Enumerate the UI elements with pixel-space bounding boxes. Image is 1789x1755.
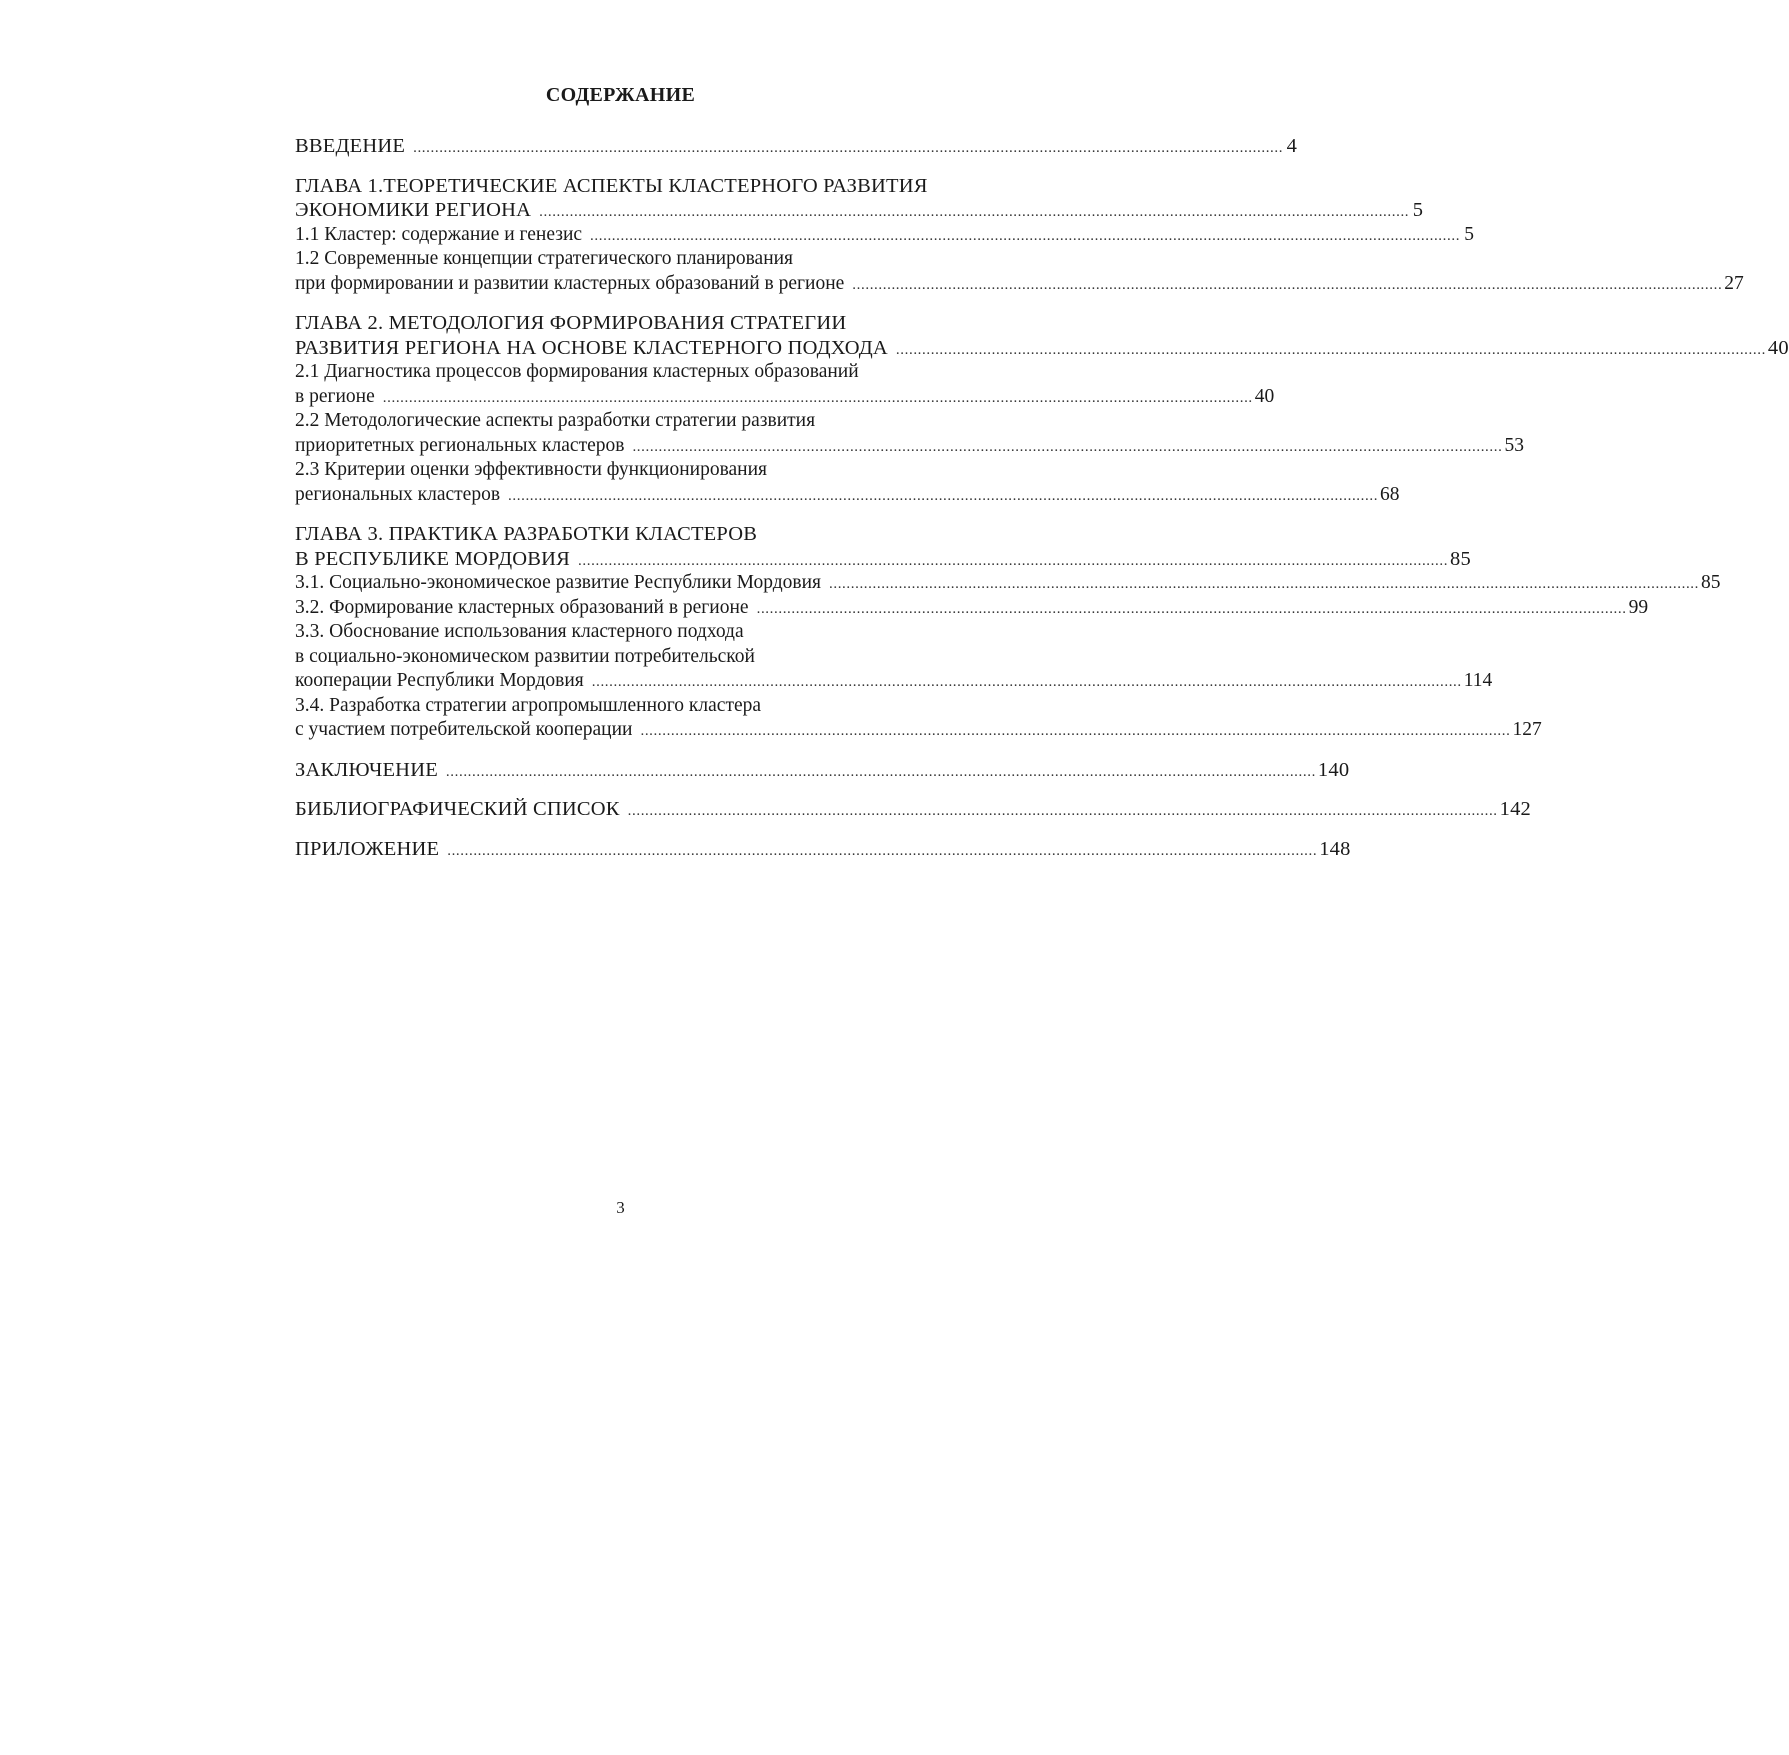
toc-entry-line[interactable]: 3.4. Разработка стратегии агропромышленного кластера	[295, 694, 762, 716]
toc-entry-line[interactable]: 3.3. Обоснование использования кластерного подхода	[295, 621, 744, 642]
toc-entry-label: ВВЕДЕНИЕ	[295, 135, 406, 157]
toc-page-number: 99	[1628, 596, 1649, 618]
toc-entry[interactable]	[295, 434, 1524, 459]
toc-bibliography	[295, 797, 1532, 822]
toc-chapter-2	[295, 311, 1789, 507]
toc-page-number: 27	[1724, 272, 1744, 294]
toc-entry[interactable]	[295, 198, 1424, 223]
toc-entry[interactable]	[295, 483, 1400, 508]
dot-leader: ........................................................................................................................................................................................................	[445, 763, 1316, 780]
toc-entry[interactable]	[295, 134, 1298, 159]
toc-entry-label: в регионе	[295, 385, 375, 407]
chapter-heading-line[interactable]: ГЛАВА 2. МЕТОДОЛОГИЯ ФОРМИРОВАНИЯ СТРАТЕГИИ	[295, 312, 847, 334]
toc-entry-label: при формировании и развитии кластерных образований в регионе	[295, 272, 845, 294]
dot-leader: ........................................................................................................................................................................................................	[640, 723, 1511, 739]
dot-leader: ........................................................................................................................................................................................................	[756, 600, 1627, 617]
toc-entry-label: 3.1. Социально-экономическое развитие Республики Мордовия	[295, 572, 821, 593]
toc-page-number: 5	[1464, 223, 1475, 245]
toc-entry[interactable]	[295, 223, 1475, 248]
toc-intro	[295, 134, 1298, 159]
toc-entry[interactable]	[295, 669, 1493, 694]
toc-page-number: 85	[1701, 572, 1721, 593]
toc-entry-label: с участием потребительской кооперации	[295, 719, 633, 740]
toc-entry[interactable]	[295, 336, 1789, 361]
toc-page-number: 4	[1286, 135, 1298, 157]
dot-leader: ........................................................................................................................................................................................................	[591, 674, 1462, 690]
toc-entry-label: БИБЛИОГРАФИЧЕСКИЙ СПИСОК	[295, 798, 620, 820]
toc-entry-label: ЗАКЛЮЧЕНИЕ	[295, 758, 438, 781]
dot-leader: ........................................................................................................................................................................................................	[578, 552, 1449, 569]
toc-entry-line[interactable]: 2.2 Методологические аспекты разработки стратегии развития	[295, 410, 816, 431]
dot-leader: ........................................................................................................................................................................................................	[413, 140, 1284, 156]
dot-leader: ........................................................................................................................................................................................................	[829, 576, 1699, 592]
dot-leader: ........................................................................................................................................................................................................	[508, 487, 1379, 504]
toc-entry-line[interactable]: 2.3 Критерии оценки эффективности функционирования	[295, 459, 768, 480]
toc-chapter-1	[295, 174, 1744, 297]
toc-page-number: 148	[1319, 837, 1351, 860]
toc-entry-label: ПРИЛОЖЕНИЕ	[295, 837, 440, 860]
page-title: СОДЕРЖАНИЕ	[545, 84, 696, 106]
toc-entry-label: региональных кластеров	[295, 483, 501, 505]
toc-entry[interactable]	[295, 758, 1350, 783]
page-number: 3	[616, 1198, 625, 1217]
dot-leader: ........................................................................................................................................................................................................	[632, 438, 1503, 455]
toc-entry[interactable]	[295, 718, 1542, 743]
toc-page-number: 127	[1512, 719, 1542, 740]
toc-entry-line[interactable]: в социально-экономическом развитии потребительской	[295, 645, 755, 667]
toc-entry[interactable]	[295, 571, 1721, 596]
toc-entry-label: 1.1 Кластер: содержание и генезис	[295, 223, 583, 245]
toc-entry-label: В РЕСПУБЛИКЕ МОРДОВИЯ	[295, 547, 571, 570]
toc-conclusion	[295, 758, 1350, 783]
table-of-contents	[295, 134, 1789, 876]
toc-page-number: 40	[1767, 336, 1789, 359]
toc-entry[interactable]	[295, 837, 1351, 862]
toc-page-number: 114	[1463, 670, 1493, 691]
toc-entry-line[interactable]: 2.1 Диагностика процессов формирования кластерных образований	[295, 361, 859, 382]
toc-chapter-3	[295, 522, 1721, 743]
chapter-heading-line[interactable]: ГЛАВА 3. ПРАКТИКА РАЗРАБОТКИ КЛАСТЕРОВ	[295, 523, 758, 545]
toc-page-number: 5	[1412, 199, 1424, 221]
toc-entry-label: 3.2. Формирование кластерных образований в регионе	[295, 596, 749, 618]
toc-entry-label: кооперации Республики Мордовия	[295, 670, 584, 691]
toc-entry-label: РАЗВИТИЯ РЕГИОНА НА ОСНОВЕ КЛАСТЕРНОГО ПОДХОДА	[295, 336, 888, 359]
toc-entry-line[interactable]: 1.2 Современные концепции стратегического планирования	[295, 248, 794, 269]
toc-page-number: 53	[1504, 434, 1524, 456]
dot-leader: ........................................................................................................................................................................................................	[852, 276, 1723, 293]
toc-page-number: 85	[1450, 547, 1471, 570]
dot-leader: ........................................................................................................................................................................................................	[895, 341, 1766, 358]
toc-page-number: 140	[1317, 758, 1350, 781]
toc-entry-label: ЭКОНОМИКИ РЕГИОНА	[295, 199, 532, 221]
dot-leader: ........................................................................................................................................................................................................	[382, 389, 1253, 406]
toc-entry-label: приоритетных региональных кластеров	[295, 434, 625, 456]
toc-entry[interactable]	[295, 385, 1275, 410]
toc-page-number: 142	[1499, 798, 1532, 820]
toc-entry[interactable]	[295, 547, 1471, 572]
toc-appendix	[295, 837, 1351, 862]
dot-leader: ........................................................................................................................................................................................................	[590, 227, 1461, 244]
toc-entry[interactable]	[295, 272, 1744, 297]
toc-page-number: 40	[1254, 385, 1275, 407]
toc-entry[interactable]	[295, 797, 1532, 822]
dot-leader: ........................................................................................................................................................................................................	[539, 204, 1410, 220]
dot-leader: ........................................................................................................................................................................................................	[627, 803, 1498, 819]
toc-entry[interactable]	[295, 596, 1649, 621]
chapter-heading-line[interactable]: ГЛАВА 1.ТЕОРЕТИЧЕСКИЕ АСПЕКТЫ КЛАСТЕРНОГО РАЗВИТИЯ	[295, 174, 928, 197]
toc-page-number: 68	[1380, 483, 1400, 505]
dot-leader: ........................................................................................................................................................................................................	[447, 842, 1318, 859]
